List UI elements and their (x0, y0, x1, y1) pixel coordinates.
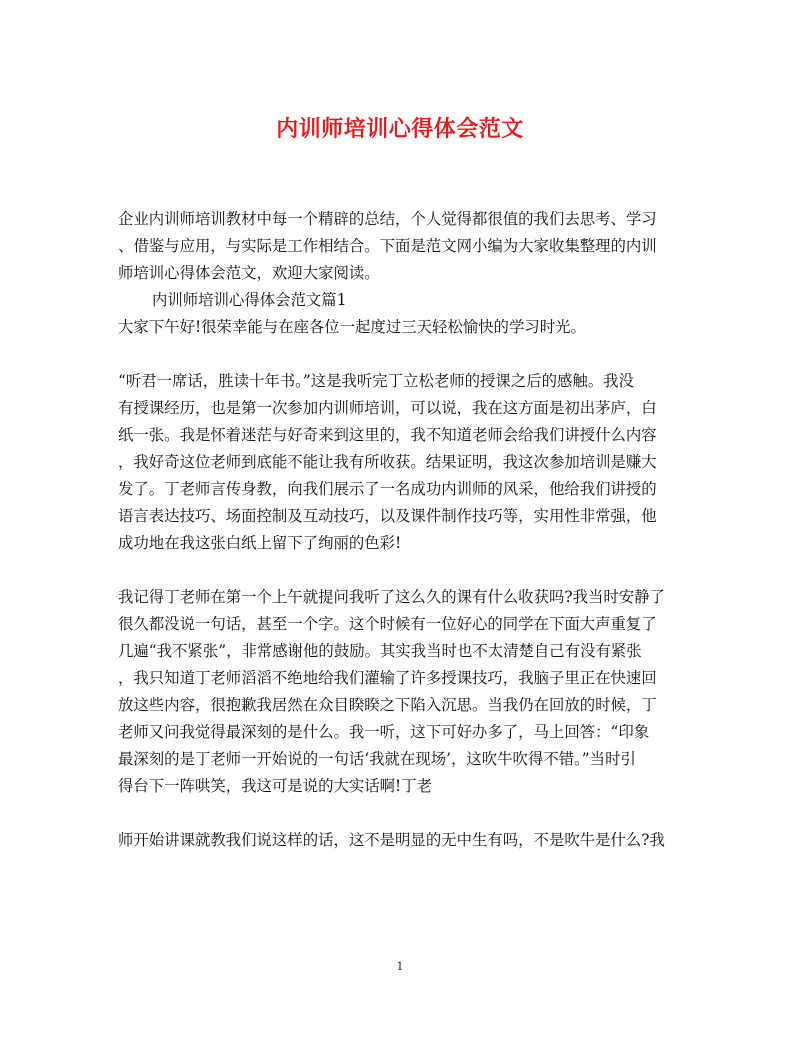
paragraph-line: 几遍“我不紧张”，非常感谢他的鼓励。其实我当时也不太清楚自己有没有紧张 (118, 642, 642, 660)
paragraph-line: 老师又问我觉得最深刻的是什么。我一听，这下可好办多了，马上回答：“印象 (118, 723, 650, 741)
paragraph-line: 最深刻的是丁老师一开始说的一句话‘我就在现场’，这吹牛吹得不错。”当时引 (118, 750, 636, 768)
paragraph-line: 有授课经历，也是第一次参加内训师培训，可以说，我在这方面是初出茅庐，白 (118, 399, 657, 417)
page-number: 1 (396, 960, 404, 973)
paragraph-2 (118, 584, 684, 800)
paragraph-line: 发了。丁老师言传身教，向我们展示了一名成功内训师的风采，他给我们讲授的 (118, 480, 657, 498)
paragraph-1 (118, 368, 684, 557)
paragraph-line: 纸一张。我是怀着迷茫与好奇来到这里的，我不知道老师会给我们讲授什么内容 (118, 426, 657, 444)
intro-line: 、借鉴与应用，与实际是工作相结合。下面是范文网小编为大家收集整理的内训 (118, 237, 657, 255)
intro-line: 师培训心得体会范文，欢迎大家阅读。 (118, 264, 380, 282)
paragraph-line: “听君一席话，胜读十年书。”这是我听完丁立松老师的授课之后的感触。我没 (118, 372, 634, 390)
paragraph-line: ，我只知道丁老师滔滔不绝地给我们灌输了许多授课技巧，我脑子里正在快速回 (118, 669, 657, 687)
paragraph-3 (118, 827, 684, 854)
paragraph-gap (118, 341, 684, 368)
intro-line: 企业内训师培训教材中每一个精辟的总结，个人觉得都很值的我们去思考、学习 (118, 210, 657, 228)
document-body (118, 206, 684, 854)
intro-paragraph (118, 206, 684, 287)
paragraph-line: ，我好奇这位老师到底能不能让我有所收获。结果证明，我这次参加培训是赚大 (118, 453, 657, 471)
paragraph-line: 成功地在我这张白纸上留下了绚丽的色彩! (118, 534, 402, 552)
page-title: 内训师培训心得体会范文 (276, 116, 524, 142)
paragraph-line: 得台下一阵哄笑，我这可是说的大实话啊!丁老 (118, 777, 432, 795)
paragraph-line: 放这些内容，很抱歉我居然在众目睽睽之下陷入沉思。当我仍在回放的时候，丁 (118, 696, 657, 714)
section-heading: 内训师培训心得体会范文篇1 (152, 291, 347, 309)
paragraph-gap (118, 557, 684, 584)
greeting-line: 大家下午好!很荣幸能与在座各位一起度过三天轻松愉快的学习时光。 (118, 318, 586, 336)
paragraph-gap (118, 800, 684, 827)
paragraph-line: 师开始讲课就教我们说这样的话，这不是明显的无中生有吗，不是吹牛是什么?我 (118, 831, 665, 849)
paragraph-line: 很久都没说一句话，甚至一个字。这个时候有一位好心的同学在下面大声重复了 (118, 615, 657, 633)
paragraph-line: 语言表达技巧、场面控制及互动技巧，以及课件制作技巧等，实用性非常强，他 (118, 507, 657, 525)
paragraph-line: 我记得丁老师在第一个上午就提问我听了这么久的课有什么收获吗?我当时安静了 (118, 588, 665, 606)
